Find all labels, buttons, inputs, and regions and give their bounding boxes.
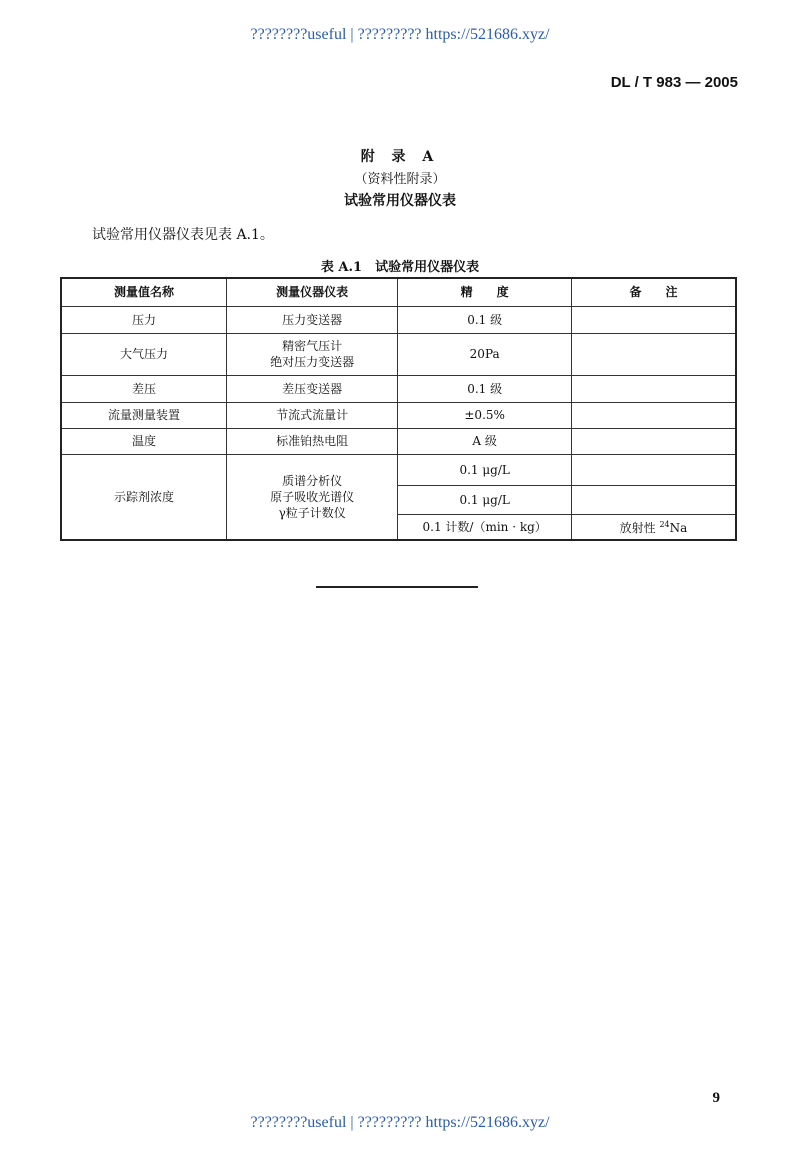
cell-instrument: 标准铂热电阻 [226,428,397,454]
cell-name: 温度 [61,428,226,454]
cell-instrument: 压力变送器 [226,306,397,333]
cell-instrument [226,454,397,540]
cell-accuracy: 0.1 μg/L [398,485,572,514]
appendix-heading: 试验常用仪器仪表 [344,193,456,209]
instrument-line: 质谱分析仪 [282,473,343,488]
table-row [61,402,736,428]
table-header-row [61,278,736,306]
cell-accuracy: 0.1 级 [398,375,572,402]
cell-name: 示踪剂浓度 [61,454,226,540]
isotope-mass: 24 [659,520,670,530]
table-row [61,375,736,402]
page-number: 9 [712,1090,720,1106]
cell-accuracy: 20Pa [398,333,572,375]
header-cell: 测量值名称 [61,278,226,306]
cell-name: 压力 [61,306,226,333]
header-cell: 测量仪器仪表 [226,278,397,306]
cell-name: 大气压力 [61,333,226,375]
table-row [61,306,736,333]
header-cell: 精 度 [398,278,572,306]
isotope-symbol: Na [669,521,688,536]
cell-note [571,333,736,375]
watermark-top: ????????useful | ????????? https://521686.xyz/ [250,26,550,43]
instrument-table [60,277,737,541]
cell-name: 差压 [61,375,226,402]
cell-note [571,514,736,540]
intro-text: 试验常用仪器仪表见表 A.1。 [92,227,274,243]
cell-accuracy: 0.1 级 [398,306,572,333]
cell-note [571,428,736,454]
cell-note [571,375,736,402]
cell-accuracy: 0.1 计数/（min · kg） [398,514,572,540]
instrument-line: γ粒子计数仪 [278,505,346,520]
instrument-line: 精密气压计 [282,339,343,353]
watermark-bottom: ????????useful | ????????? https://521686.xyz/ [250,1114,550,1131]
cell-note [571,402,736,428]
table-row [61,428,736,454]
cell-instrument [226,333,397,375]
cell-accuracy: A 级 [398,428,572,454]
appendix-subtitle: （资料性附录） [354,172,446,187]
cell-accuracy: ±0.5% [398,402,572,428]
table-caption: 表 A.1 试验常用仪器仪表 [320,260,480,275]
header-cell: 备 注 [571,278,736,306]
appendix-title: 附 录 A [360,149,440,165]
instrument-line: 原子吸收光谱仪 [270,489,355,504]
end-rule [316,586,478,588]
standard-number: DL / T 983 — 2005 [610,74,738,91]
cell-note [571,485,736,514]
table-row [61,454,736,485]
instrument-line: 绝对压力变送器 [270,355,355,369]
cell-accuracy: 0.1 μg/L [398,454,572,485]
cell-note [571,454,736,485]
table-row [61,333,736,375]
cell-instrument: 节流式流量计 [226,402,397,428]
note-text: 放射性 [619,521,656,536]
cell-name: 流量测量装置 [61,402,226,428]
cell-note [571,306,736,333]
cell-instrument: 差压变送器 [226,375,397,402]
